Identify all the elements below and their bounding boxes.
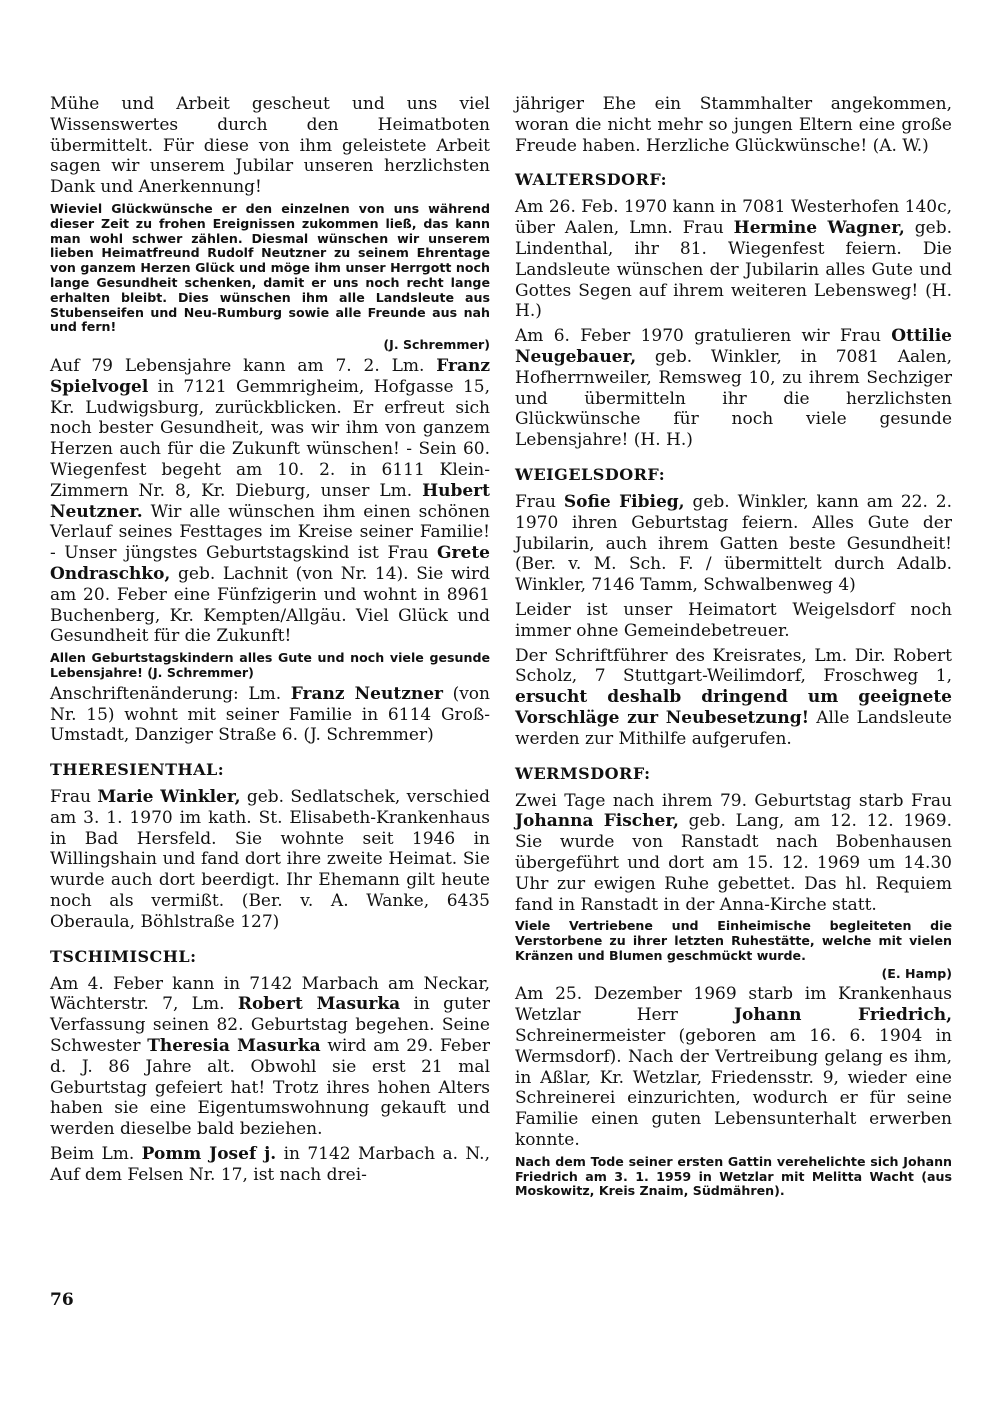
paragraph: Frau Sofie Fibieg, geb. Winkler, kann am 22. 2. 1970 ihren Geburtstag feiern. Alles Gute der Jubilarin, auch ihrem Gatten beste Gesundheit! (Ber. v. M. Sch. F. / übermittelt durch Adalb. Winkler, 7146 Tamm, Schwalbenweg 4) (515, 491, 952, 596)
person-name: Hermine Wagner, (733, 218, 905, 239)
emphasis: ersucht deshalb dringend um geeignete Vorschläge zur Neubesetzung! (515, 687, 952, 728)
paragraph: Am 26. Feb. 1970 kann in 7081 Westerhofen 140c, über Aalen, Lmn. Frau Hermine Wagner, geb. Lindenthal, ihr 81. Wiegenfest feiern. Die Landsleute wünschen der Jubilarin alles Gute und Gottes Segen auf ihrem weiteren Lebensweg! (H. H.) (515, 197, 952, 322)
paragraph: Anschriftenänderung: Lm. Franz Neutzner (von Nr. 15) wohnt mit seiner Familie in 6114 Groß-Umstadt, Danziger Straße 6. (J. Schremmer) (50, 683, 490, 746)
small-paragraph: Wieviel Glückwünsche er den einzelnen von uns während dieser Zeit zu frohen Ereignissen zukommen ließ, das kann man wohl schwer zählen. Diesmal wünschen wir unserem lieben Heimatfreund Rudolf Neutzner zu seinem Ehrentage von ganzem Herzen Glück und möge ihm unser Herrgott noch lange Gesundheit schenken, damit er uns noch recht lange erhalten bleibt. Dies wünschen ihm alle Landsleute aus Stubenseifen und Neu-Rumburg sowie alle Freunde aus nah und fern! (50, 200, 490, 335)
person-name: Hubert Neutzner. (50, 480, 490, 522)
page-number: 76 (50, 1290, 74, 1310)
small-paragraph: Viele Vertriebene und Einheimische begleiteten die Verstorbene zu ihrer letzten Ruhestätte, welche mit vielen Kränzen und Blumen geschmückt wurde. (515, 918, 952, 963)
paragraph: Der Schriftführer des Kreisrates, Lm. Dir. Robert Scholz, 7 Stuttgart-Weilimdorf, Froschweg 1, ersucht deshalb dringend um geeignete Vorschläge zur Neubesetzung! Alle Landsleute werden zur Mithilfe aufgerufen. (515, 645, 952, 749)
person-name: Johann Friedrich, (733, 1005, 952, 1026)
person-name: Grete Ondraschko, (50, 543, 490, 584)
left-column (50, 94, 490, 1190)
paragraph: Frau Marie Winkler, geb. Sedlatschek, verschied am 3. 1. 1970 im kath. St. Elisabeth-Krankenhaus in Bad Hersfeld. Sie wohnte seit 1946 in Willingshain und fand dort ihre zweite Heimat. Sie wurde auch dort beerdigt. Ihr Ehemann gilt heute noch als vermißt. (Ber. v. A. Wanke, 6435 Oberaula, Böhlstraße 127) (50, 787, 490, 932)
section-heading-tschimischl: TSCHIMISCHL: (50, 946, 197, 966)
paragraph: jähriger Ehe ein Stammhalter angekommen, woran die nicht mehr so jungen Eltern eine große Freude haben. Herzliche Glückwünsche! (A. W.) (515, 94, 952, 156)
person-name: Franz Neutzner (290, 683, 443, 704)
signature: (J. Schremmer) (383, 337, 490, 353)
paragraph: Am 25. Dezember 1969 starb im Krankenhaus Wetzlar Herr Johann Friedrich, Schreinermeister (geboren am 16. 6. 1904 in Wermsdorf). Nach der Vertreibung gelang es ihm, in Aßlar, Kr. Wetzlar, Friedensstr. 9, wieder eine Schreinerei einzurichten, wodurch er für seine Familie einen guten Lebensunterhalt erwerben konnte. (515, 984, 952, 1151)
signature: (E. Hamp) (881, 965, 952, 981)
section-heading-wermsdorf: WERMSDORF: (515, 763, 651, 783)
person-name: Robert Masurka (237, 994, 401, 1015)
person-name: Franz Spielvogel (50, 355, 490, 397)
person-name: Theresia Masurka (147, 1036, 321, 1057)
paragraph: Am 4. Feber kann in 7142 Marbach am Neckar, Wächterstr. 7, Lm. Robert Masurka in guter Verfassung seinen 82. Geburtstag begehen. Seine Schwester Theresia Masurka wird am 29. Feber d. J. 86 Jahre alt. Obwohl sie erst 21 mal Geburtstag gefeiert hat! Trotz ihres hohen Alters haben sie eine Eigentumswohnung gekauft und werden dieselbe bald beziehen. (50, 973, 490, 1140)
paragraph: Am 6. Feber 1970 gratulieren wir Frau Ottilie Neugebauer, geb. Winkler, in 7081 Aalen, Hofherrnweiler, Remsweg 10, zu ihrem Sechziger und übermitteln ihr die herzlichsten Glückwünsche für noch viele gesunde Lebensjahre! (H. H.) (515, 326, 952, 451)
person-name: Ottilie Neugebauer, (515, 326, 952, 367)
right-column (515, 94, 952, 1202)
paragraph: Zwei Tage nach ihrem 79. Geburtstag starb Frau Johanna Fischer, geb. Lang, am 12. 12. 1969. Sie wurde von Ranstadt nach Bobenhausen übergeführt und dort am 15. 12. 1969 um 14.30 Uhr zur ewigen Ruhe gebettet. Das hl. Requiem fand in Ranstadt in der Anna-Kirche statt. (515, 790, 952, 915)
person-name: Pomm Josef j. (141, 1144, 277, 1165)
paragraph: Leider ist unser Heimatort Weigelsdorf noch immer ohne Gemeindebetreuer. (515, 599, 952, 641)
person-name: Marie Winkler, (97, 787, 241, 808)
small-paragraph: Allen Geburtstagskindern alles Gute und noch viele gesunde Lebensjahre! (J. Schremmer) (50, 650, 490, 680)
paragraph: Beim Lm. Pomm Josef j. in 7142 Marbach a. N., Auf dem Felsen Nr. 17, ist nach drei- (50, 1144, 490, 1185)
section-heading-waltersdorf: WALTERSDORF: (515, 170, 668, 190)
paragraph: Mühe und Arbeit gescheut und uns viel Wissenswertes durch den Heimatboten übermittelt. Für diese von ihm geleistete Arbeit sagen wir unserem Jubilar unseren herzlichsten Dank und Anerkennung! (50, 94, 490, 198)
person-name: Sofie Fibieg, (563, 491, 685, 512)
section-heading-weigelsdorf: WEIGELSDORF: (515, 464, 666, 484)
person-name: Johanna Fischer, (515, 811, 679, 832)
paragraph: Auf 79 Lebensjahre kann am 7. 2. Lm. Franz Spielvogel in 7121 Gemmrigheim, Hofgasse 15, Kr. Ludwigsburg, zurückblicken. Er erfreut sich noch bester Gesundheit, was wir ihm von ganzem Herzen auch für die Zukunft wünschen! - Sein 60. Wiegenfest begeht am 10. 2. in 6111 Klein-Zimmern Nr. 8, Kr. Dieburg, unser Lm. Hubert Neutzner. Wir alle wünschen ihm einen schönen Verlauf seines Festtages im Kreise seiner Familie! - Unser jüngstes Geburtstagskind ist Frau Grete Ondraschko, geb. Lachnit (von Nr. 14). Sie wird am 20. Feber eine Fünfzigerin und wohnt in 8961 Buchenberg, Kr. Kempten/Allgäu. Viel Glück und Gesundheit für die Zukunft! (50, 355, 490, 647)
small-paragraph: Nach dem Tode seiner ersten Gattin verehelichte sich Johann Friedrich am 3. 1. 1959 in Wetzlar mit Melitta Wacht (aus Moskowitz, Kreis Znaim, Südmähren). (515, 1153, 952, 1199)
section-heading-theresienthal: THERESIENTHAL: (50, 760, 225, 780)
